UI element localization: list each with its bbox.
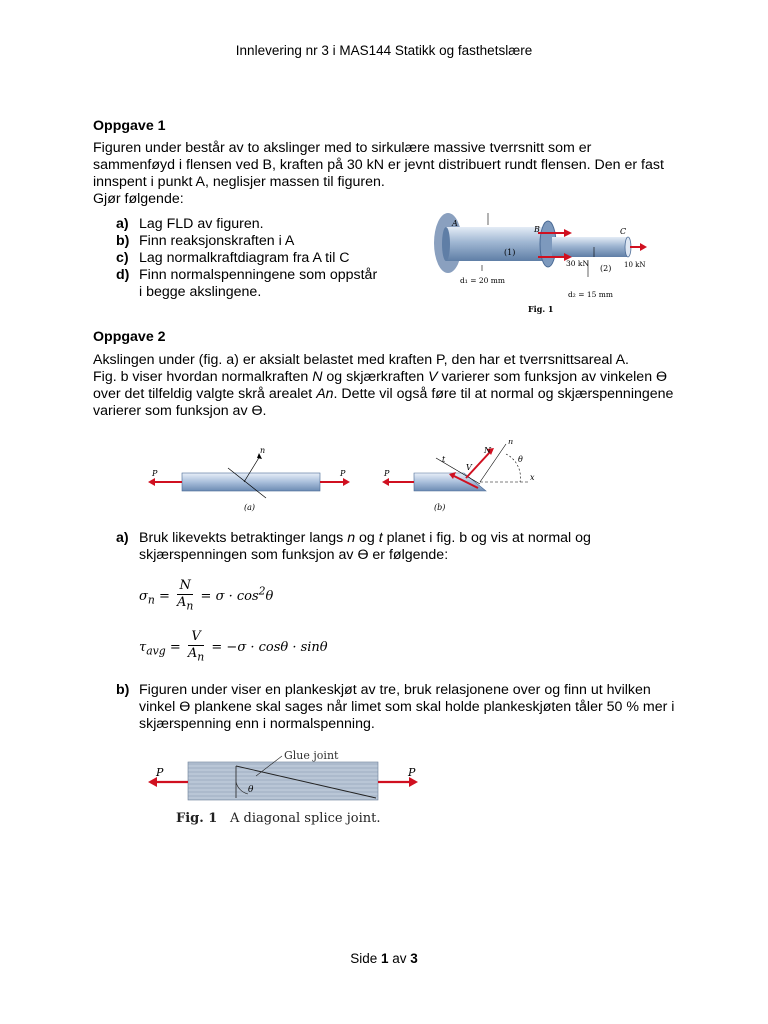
task2-item-a — [116, 530, 591, 564]
label-d2: d₂ = 15 mm — [568, 290, 614, 299]
splice-label-p-left: P — [156, 766, 164, 779]
splice-label-theta: θ — [248, 785, 254, 795]
task1-item-d-cont: i begge akslingene. — [139, 284, 262, 300]
splice-caption-text: A diagonal splice joint. — [230, 811, 381, 826]
label-b: B — [534, 225, 540, 234]
splice-label-p-right: P — [408, 766, 416, 779]
splice-caption-number: Fig. 1 — [176, 811, 218, 826]
label-a: A — [452, 219, 458, 228]
page-footer: Side 1 av 3 — [350, 951, 418, 966]
task2-b-line-2: vinkel ϴ plankene skal sages når limet som skal holde plankeskjøten tåler 50 % mer i — [139, 699, 675, 715]
task2-line-1: Akslingen under (fig. a) er aksialt belastet med kraften P, den har et tverrsnittsareal A. — [93, 352, 629, 368]
fig-a-label-p-right: P — [340, 469, 346, 478]
fig1-caption: Fig. 1 — [528, 304, 554, 314]
shaft-segment-2 — [552, 237, 628, 257]
task2-a-line-2: skjærspenningen som funksjon av ϴ er følgende: — [139, 547, 449, 563]
task2-b-line-3: skjærspenning enn i normalspenning. — [139, 716, 375, 732]
label-load-b: 30 kN — [566, 259, 590, 268]
task2-a-line-1: a) Bruk likevekts betraktinger langs n og t planet i fig. b og vis at normal og — [116, 530, 591, 546]
task2-line-2: Fig. b viser hvordan normalkraften N og skjærkraften V varierer som funksjon av vinkelen ϴ — [93, 369, 668, 385]
fig-b-label-t: t — [442, 455, 446, 464]
label-seg2: (2) — [600, 264, 612, 273]
task1-title: Oppgave 1 — [93, 118, 166, 134]
task1-item-a: a) Lag FLD av figuren. — [116, 216, 264, 232]
task1-line-3: innspent i punkt A, neglisjer massen til figuren. — [93, 174, 385, 190]
task1-list — [116, 216, 377, 301]
fig-b-label-v: V — [466, 463, 472, 472]
task1-item-c: c) Lag normalkraftdiagram fra A til C — [116, 250, 350, 266]
plank — [188, 762, 378, 800]
task1-line-4: Gjør følgende: — [93, 191, 184, 207]
task2-line-3: over det tilfeldig valgte skrå arealet An. Dette vil også føre til at normal og skjærspenningene — [93, 386, 674, 402]
fig-a-caption: (a) — [244, 503, 256, 512]
equation-shear-stress: $\tau_{avg}$ = $\frac{V}{A_n}$ = −σ · cosθ · sinθ — [139, 629, 328, 664]
task2-title: Oppgave 2 — [93, 329, 166, 345]
task2-b-line-1: b) Figuren under viser en plankeskjøt av tre, bruk relasjonene over og finn ut hvilken — [116, 682, 651, 698]
glue-joint-label: Glue joint — [284, 749, 339, 762]
fig-b-label-p: P — [384, 469, 390, 478]
page-header: Innlevering nr 3 i MAS144 Statikk og fasthetslære — [235, 43, 533, 58]
label-seg1: (1) — [504, 248, 516, 257]
task1-item-d: d) Finn normalspenningene som oppstår — [116, 267, 378, 283]
label-load-c: 10 kN — [624, 261, 646, 269]
fig-b-label-theta: θ — [518, 455, 523, 464]
label-c: C — [620, 227, 627, 236]
task1-intro — [93, 140, 693, 208]
fig-a-label-p-left: P — [152, 469, 158, 478]
shaft-segment-1 — [446, 227, 546, 261]
fig-b-bar — [414, 473, 486, 491]
task2-line-4: varierer som funksjon av ϴ. — [93, 403, 267, 419]
task2-item-b — [116, 682, 674, 733]
task1-line-2: sammenføyd i flensen ved B, kraften på 30 kN er jevnt distribuert rundt flensen. Den er fast — [93, 157, 664, 173]
splice-joint-figure — [144, 742, 428, 828]
shaft-figure — [428, 205, 648, 317]
fig-b-label-n-force: N — [484, 446, 491, 455]
task1-item-b: b) Finn reaksjonskraften i A — [116, 233, 295, 249]
task1-line-1: Figuren under består av to akslinger med to sirkulære massive tverrsnitt som er — [93, 140, 592, 156]
fig-b-label-n: n — [508, 440, 514, 446]
task2-intro — [93, 352, 693, 420]
bar-figures — [146, 440, 546, 516]
fig-a-label-n: n — [260, 446, 266, 455]
fig-b-label-x: x — [530, 473, 535, 482]
label-d1: d₁ = 20 mm — [460, 276, 506, 285]
fig-b-caption: (b) — [434, 503, 446, 512]
fig-a-bar — [182, 473, 320, 491]
equation-normal-stress: $\sigma_n$ = $\frac{N}{A_n}$ = $\sigma \cdot \cos^2\theta$ — [139, 578, 274, 613]
